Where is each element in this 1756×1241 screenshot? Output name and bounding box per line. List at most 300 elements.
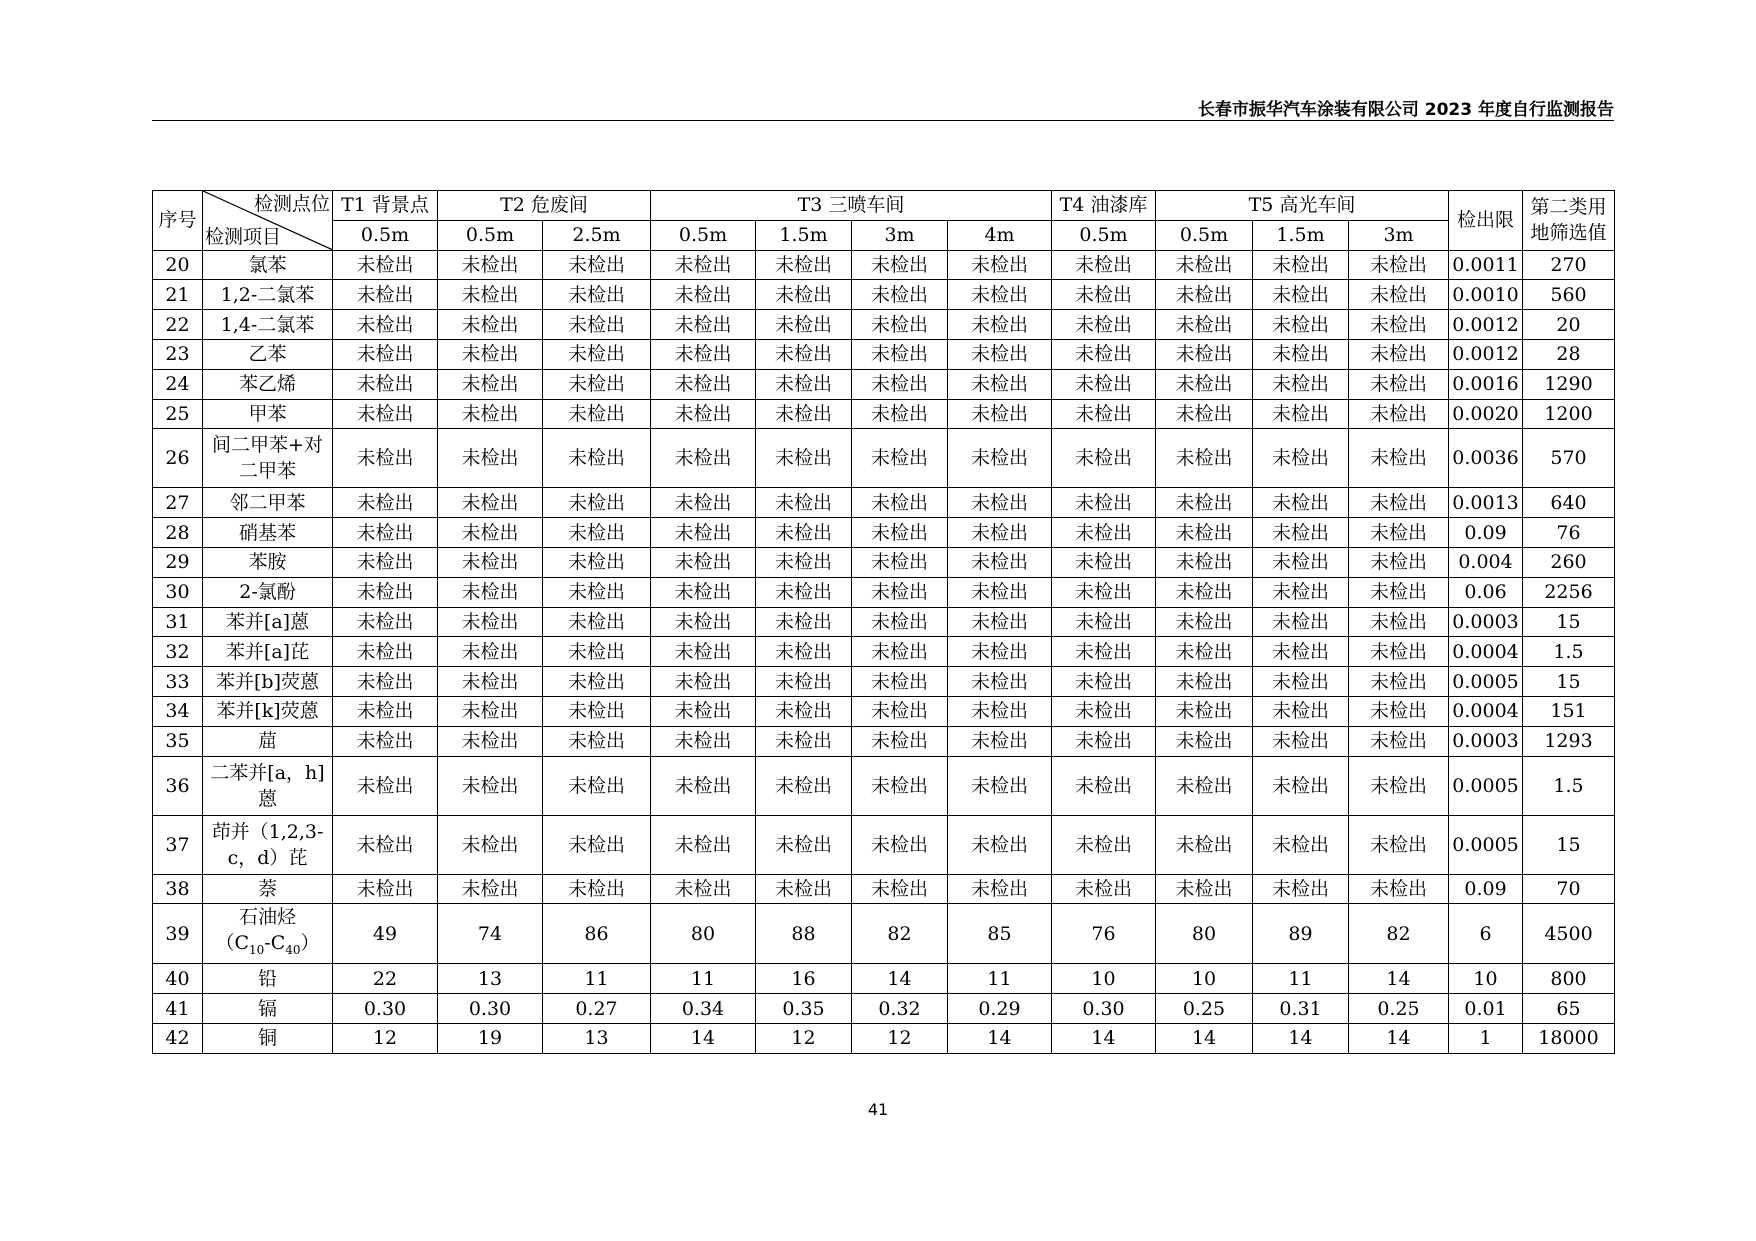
result-cell: 0.29 [948, 994, 1052, 1024]
screening-value-cell: 1290 [1523, 369, 1615, 399]
result-cell: 未检出 [1349, 577, 1449, 607]
formula-part: ） [300, 932, 320, 955]
table-row [153, 667, 1615, 697]
row-number: 22 [153, 310, 203, 340]
result-cell: 未检出 [1253, 815, 1349, 874]
result-cell: 未检出 [1349, 874, 1449, 904]
result-cell: 未检出 [651, 488, 756, 518]
result-cell: 未检出 [333, 667, 438, 697]
result-cell: 未检出 [1156, 518, 1253, 548]
row-number: 28 [153, 518, 203, 548]
group-header-t1: T1 背景点 [333, 191, 438, 221]
result-cell: 未检出 [438, 607, 543, 637]
result-cell: 85 [948, 904, 1052, 964]
result-cell: 未检出 [1349, 607, 1449, 637]
detection-limit-cell: 0.0020 [1449, 399, 1523, 429]
item-name [203, 399, 333, 429]
result-cell: 未检出 [1052, 726, 1156, 756]
table-row [153, 547, 1615, 577]
row-number: 34 [153, 696, 203, 726]
result-cell: 未检出 [1052, 815, 1156, 874]
result-cell: 未检出 [1052, 756, 1156, 815]
item-name [203, 429, 333, 488]
result-cell: 未检出 [756, 696, 852, 726]
result-cell: 未检出 [756, 607, 852, 637]
result-cell: 11 [1253, 964, 1349, 994]
result-cell: 未检出 [1349, 756, 1449, 815]
result-cell: 未检出 [1253, 874, 1349, 904]
result-cell: 未检出 [852, 369, 948, 399]
item-name-line: c，d）芘 [227, 846, 308, 869]
result-cell: 未检出 [948, 518, 1052, 548]
result-cell: 未检出 [543, 696, 651, 726]
result-cell: 未检出 [1156, 637, 1253, 667]
screening-value-cell: 270 [1523, 250, 1615, 280]
result-cell: 未检出 [852, 756, 948, 815]
result-cell: 未检出 [438, 815, 543, 874]
result-cell: 未检出 [1052, 577, 1156, 607]
screening-value-cell: 4500 [1523, 904, 1615, 964]
item-name-line: 蒽 [257, 787, 277, 810]
detection-limit-cell: 0.0036 [1449, 429, 1523, 488]
result-cell: 49 [333, 904, 438, 964]
result-cell: 未检出 [852, 577, 948, 607]
result-cell: 未检出 [1349, 815, 1449, 874]
detection-limit-cell: 6 [1449, 904, 1523, 964]
depth-header: 0.5m [333, 220, 438, 250]
result-cell: 0.30 [333, 994, 438, 1024]
result-cell: 未检出 [438, 696, 543, 726]
result-cell: 未检出 [1349, 429, 1449, 488]
item-name [203, 756, 333, 815]
table-row [153, 339, 1615, 369]
result-cell: 未检出 [333, 726, 438, 756]
result-cell: 未检出 [651, 429, 756, 488]
row-number: 41 [153, 994, 203, 1024]
item-name [203, 1023, 333, 1053]
result-cell: 未检出 [1349, 696, 1449, 726]
item-name [203, 637, 333, 667]
result-cell: 13 [438, 964, 543, 994]
screening-value-cell: 640 [1523, 488, 1615, 518]
screening-header-line1: 第二类用 [1530, 196, 1607, 219]
result-cell: 未检出 [852, 726, 948, 756]
result-cell: 未检出 [1156, 547, 1253, 577]
screening-value-cell: 76 [1523, 518, 1615, 548]
result-cell: 未检出 [948, 429, 1052, 488]
item-name [203, 726, 333, 756]
result-cell: 未检出 [651, 280, 756, 310]
result-cell: 未检出 [333, 339, 438, 369]
result-cell: 未检出 [852, 280, 948, 310]
detection-limit-cell: 0.0005 [1449, 667, 1523, 697]
result-cell: 未检出 [1156, 488, 1253, 518]
result-cell: 未检出 [756, 547, 852, 577]
result-cell: 未检出 [852, 637, 948, 667]
result-cell: 76 [1052, 904, 1156, 964]
table-row [153, 280, 1615, 310]
result-cell: 80 [651, 904, 756, 964]
detection-limit-cell: 0.06 [1449, 577, 1523, 607]
detection-limit-cell: 0.01 [1449, 994, 1523, 1024]
group-header-t2: T2 危废间 [438, 191, 651, 221]
result-cell: 80 [1156, 904, 1253, 964]
result-cell: 未检出 [756, 637, 852, 667]
result-cell: 0.30 [438, 994, 543, 1024]
row-number: 32 [153, 637, 203, 667]
result-cell: 未检出 [1349, 488, 1449, 518]
result-cell: 未检出 [333, 607, 438, 637]
result-cell: 未检出 [651, 250, 756, 280]
result-cell: 未检出 [543, 756, 651, 815]
screening-value-cell: 65 [1523, 994, 1615, 1024]
result-cell: 未检出 [543, 874, 651, 904]
row-number: 39 [153, 904, 203, 964]
row-number: 29 [153, 547, 203, 577]
formula-part: -C [264, 932, 286, 955]
item-name [203, 518, 333, 548]
result-cell: 未检出 [1349, 399, 1449, 429]
result-cell: 未检出 [651, 577, 756, 607]
result-cell: 未检出 [852, 607, 948, 637]
table-row [153, 726, 1615, 756]
table-row [153, 250, 1615, 280]
result-cell: 未检出 [438, 310, 543, 340]
item-name-line: 䓛 [257, 730, 277, 753]
item-name-line: 茚并（1,2,3- [211, 820, 324, 843]
detection-limit-cell: 0.0005 [1449, 815, 1523, 874]
item-name [203, 547, 333, 577]
result-cell: 未检出 [1052, 429, 1156, 488]
item-name [203, 904, 333, 964]
result-cell: 未检出 [438, 577, 543, 607]
result-cell: 未检出 [543, 280, 651, 310]
depth-header: 3m [1349, 220, 1449, 250]
result-cell: 未检出 [438, 429, 543, 488]
result-cell: 未检出 [1052, 310, 1156, 340]
result-cell: 未检出 [333, 518, 438, 548]
row-number: 20 [153, 250, 203, 280]
result-cell: 未检出 [333, 577, 438, 607]
table-row [153, 429, 1615, 488]
table-row [153, 310, 1615, 340]
result-cell: 未检出 [1349, 250, 1449, 280]
detection-limit-cell: 0.09 [1449, 518, 1523, 548]
result-cell: 未检出 [333, 280, 438, 310]
screening-value-cell: 570 [1523, 429, 1615, 488]
result-cell: 未检出 [333, 369, 438, 399]
result-cell: 未检出 [948, 667, 1052, 697]
diagonal-header-cell [203, 191, 333, 251]
result-cell: 未检出 [438, 637, 543, 667]
result-cell: 未检出 [651, 369, 756, 399]
result-cell: 未检出 [1052, 250, 1156, 280]
result-cell: 未检出 [1349, 339, 1449, 369]
item-name-line: 苯胺 [248, 551, 287, 574]
result-cell: 19 [438, 1023, 543, 1053]
result-cell: 未检出 [756, 369, 852, 399]
result-cell: 未检出 [543, 637, 651, 667]
depth-header: 0.5m [1052, 220, 1156, 250]
screening-value-cell: 20 [1523, 310, 1615, 340]
result-cell: 未检出 [1253, 667, 1349, 697]
item-name [203, 280, 333, 310]
group-header-t3: T3 三喷车间 [651, 191, 1052, 221]
result-cell: 未检出 [333, 637, 438, 667]
result-cell: 未检出 [756, 250, 852, 280]
result-cell: 未检出 [543, 310, 651, 340]
result-cell: 未检出 [756, 429, 852, 488]
depth-header: 0.5m [1156, 220, 1253, 250]
result-cell: 未检出 [333, 547, 438, 577]
item-name [203, 667, 333, 697]
result-cell: 未检出 [543, 607, 651, 637]
item-name [203, 696, 333, 726]
result-cell: 未检出 [948, 577, 1052, 607]
result-cell: 0.34 [651, 994, 756, 1024]
result-cell: 未检出 [1253, 577, 1349, 607]
result-cell: 未检出 [438, 547, 543, 577]
result-cell: 未检出 [948, 250, 1052, 280]
row-number: 36 [153, 756, 203, 815]
result-cell: 未检出 [756, 339, 852, 369]
formula-part: 40 [285, 943, 301, 958]
result-cell: 14 [1156, 1023, 1253, 1053]
item-name [203, 994, 333, 1024]
result-cell: 未检出 [1349, 547, 1449, 577]
item-name-line: 甲苯 [248, 402, 287, 425]
monitoring-results-table [152, 190, 1615, 1054]
limit-header: 检出限 [1449, 191, 1523, 251]
depth-header: 3m [852, 220, 948, 250]
result-cell: 未检出 [1253, 518, 1349, 548]
detection-limit-cell: 0.0012 [1449, 339, 1523, 369]
row-number: 24 [153, 369, 203, 399]
item-name-line: 二苯并[a，h] [210, 761, 325, 784]
result-cell: 未检出 [948, 607, 1052, 637]
result-cell: 未检出 [333, 488, 438, 518]
table-row [153, 756, 1615, 815]
result-cell: 未检出 [651, 815, 756, 874]
item-name [203, 310, 333, 340]
result-cell: 未检出 [438, 280, 543, 310]
result-cell: 未检出 [1156, 607, 1253, 637]
result-cell: 未检出 [1253, 637, 1349, 667]
result-cell: 未检出 [948, 726, 1052, 756]
group-header-t5: T5 高光车间 [1156, 191, 1449, 221]
result-cell: 未检出 [756, 577, 852, 607]
result-cell: 未检出 [948, 815, 1052, 874]
detection-limit-cell: 0.0013 [1449, 488, 1523, 518]
result-cell: 未检出 [1156, 339, 1253, 369]
result-cell: 未检出 [756, 756, 852, 815]
row-number: 25 [153, 399, 203, 429]
result-cell: 14 [1349, 964, 1449, 994]
result-cell: 未检出 [651, 667, 756, 697]
result-cell: 未检出 [438, 756, 543, 815]
result-cell: 未检出 [333, 250, 438, 280]
result-cell: 未检出 [438, 369, 543, 399]
item-name-line: 苯并[a]蒽 [225, 610, 310, 633]
result-cell: 未检出 [543, 369, 651, 399]
screening-value-cell: 28 [1523, 339, 1615, 369]
result-cell: 0.27 [543, 994, 651, 1024]
result-cell: 未检出 [1052, 339, 1156, 369]
result-cell: 未检出 [651, 607, 756, 637]
result-cell: 14 [852, 964, 948, 994]
screening-value-cell: 260 [1523, 547, 1615, 577]
result-cell: 未检出 [756, 667, 852, 697]
detection-limit-cell: 0.0003 [1449, 607, 1523, 637]
result-cell: 未检出 [948, 547, 1052, 577]
result-cell: 未检出 [543, 577, 651, 607]
screening-value-header [1523, 191, 1615, 251]
result-cell: 未检出 [651, 518, 756, 548]
item-name [203, 607, 333, 637]
result-cell: 未检出 [948, 637, 1052, 667]
table-body [153, 250, 1615, 1053]
table-row [153, 399, 1615, 429]
row-number: 26 [153, 429, 203, 488]
result-cell: 82 [852, 904, 948, 964]
item-name-line: 苯并[b]荧蒽 [216, 670, 319, 693]
result-cell: 未检出 [852, 310, 948, 340]
detection-limit-cell: 0.0004 [1449, 696, 1523, 726]
item-name-line: 氯苯 [248, 253, 287, 276]
item-name-line: 铅 [257, 967, 277, 990]
result-cell: 未检出 [1253, 547, 1349, 577]
result-cell: 16 [756, 964, 852, 994]
result-cell: 未检出 [1156, 310, 1253, 340]
detection-limit-cell: 0.0011 [1449, 250, 1523, 280]
table-row [153, 607, 1615, 637]
screening-value-cell: 800 [1523, 964, 1615, 994]
screening-value-cell: 1293 [1523, 726, 1615, 756]
depth-header: 2.5m [543, 220, 651, 250]
result-cell: 未检出 [852, 250, 948, 280]
result-cell: 未检出 [756, 488, 852, 518]
row-number: 21 [153, 280, 203, 310]
screening-value-cell: 18000 [1523, 1023, 1615, 1053]
result-cell: 未检出 [651, 696, 756, 726]
result-cell: 未检出 [651, 547, 756, 577]
result-cell: 未检出 [1253, 339, 1349, 369]
result-cell: 未检出 [852, 874, 948, 904]
result-cell: 未检出 [1253, 726, 1349, 756]
result-cell: 未检出 [852, 429, 948, 488]
result-cell: 未检出 [333, 399, 438, 429]
depth-header: 1.5m [756, 220, 852, 250]
row-number: 40 [153, 964, 203, 994]
depth-header: 0.5m [438, 220, 543, 250]
detection-limit-cell: 0.0010 [1449, 280, 1523, 310]
result-cell: 未检出 [852, 547, 948, 577]
detection-limit-cell: 0.0016 [1449, 369, 1523, 399]
result-cell: 未检出 [756, 399, 852, 429]
result-cell: 14 [651, 1023, 756, 1053]
result-cell: 未检出 [1349, 369, 1449, 399]
result-cell: 未检出 [1253, 250, 1349, 280]
result-cell: 未检出 [1052, 369, 1156, 399]
result-cell: 14 [1052, 1023, 1156, 1053]
screening-value-cell: 1.5 [1523, 637, 1615, 667]
result-cell: 未检出 [1156, 280, 1253, 310]
item-name [203, 488, 333, 518]
item-name-line: 铜 [257, 1027, 277, 1050]
result-cell: 14 [948, 1023, 1052, 1053]
result-cell: 0.35 [756, 994, 852, 1024]
result-cell: 未检出 [852, 696, 948, 726]
result-cell: 未检出 [948, 874, 1052, 904]
result-cell: 未检出 [651, 399, 756, 429]
result-cell: 未检出 [438, 250, 543, 280]
row-number: 42 [153, 1023, 203, 1053]
row-number: 31 [153, 607, 203, 637]
item-name [203, 964, 333, 994]
result-cell: 未检出 [1253, 369, 1349, 399]
result-cell: 未检出 [1253, 280, 1349, 310]
result-cell: 未检出 [852, 518, 948, 548]
item-name-line: 萘 [257, 877, 277, 900]
result-cell: 未检出 [438, 339, 543, 369]
row-number: 38 [153, 874, 203, 904]
item-name-line: 苯并[k]荧蒽 [216, 700, 319, 723]
result-cell: 未检出 [948, 339, 1052, 369]
detection-limit-cell: 0.004 [1449, 547, 1523, 577]
result-cell: 未检出 [333, 429, 438, 488]
result-cell: 未检出 [1156, 696, 1253, 726]
depth-header: 4m [948, 220, 1052, 250]
formula-part: （C [215, 932, 249, 955]
result-cell: 未检出 [333, 310, 438, 340]
table-row [153, 874, 1615, 904]
result-cell: 未检出 [1253, 696, 1349, 726]
result-cell: 未检出 [438, 518, 543, 548]
result-cell: 未检出 [438, 874, 543, 904]
header-divider [152, 120, 1614, 121]
result-cell: 未检出 [1052, 280, 1156, 310]
item-name-line: 硝基苯 [238, 521, 296, 544]
screening-value-cell: 15 [1523, 607, 1615, 637]
result-cell: 14 [1253, 1023, 1349, 1053]
result-cell: 未检出 [756, 815, 852, 874]
result-cell: 未检出 [543, 399, 651, 429]
result-cell: 未检出 [756, 726, 852, 756]
item-name-line: 1,4-二氯苯 [220, 313, 315, 336]
item-name [203, 815, 333, 874]
result-cell: 未检出 [1156, 756, 1253, 815]
result-cell: 未检出 [1052, 607, 1156, 637]
detection-limit-cell: 0.0003 [1449, 726, 1523, 756]
item-name-line: 邻二甲苯 [229, 491, 306, 514]
result-cell: 未检出 [651, 339, 756, 369]
result-cell: 未检出 [333, 696, 438, 726]
result-cell: 22 [333, 964, 438, 994]
result-cell: 未检出 [651, 874, 756, 904]
result-cell: 88 [756, 904, 852, 964]
table-row [153, 964, 1615, 994]
detection-limit-cell: 1 [1449, 1023, 1523, 1053]
result-cell: 未检出 [948, 369, 1052, 399]
item-name-line: 苯乙烯 [238, 373, 296, 396]
result-cell: 未检出 [438, 726, 543, 756]
result-cell: 未检出 [1253, 488, 1349, 518]
result-cell: 0.30 [1052, 994, 1156, 1024]
result-cell: 未检出 [1253, 399, 1349, 429]
result-cell: 未检出 [543, 726, 651, 756]
item-name [203, 577, 333, 607]
result-cell: 86 [543, 904, 651, 964]
